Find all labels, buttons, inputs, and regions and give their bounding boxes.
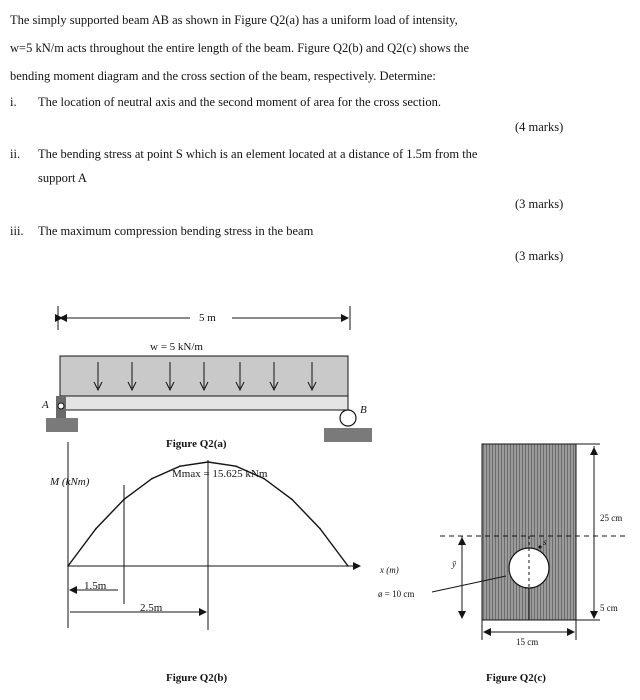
part-ii-numeral: ii. xyxy=(10,147,21,161)
figure-b-caption: Figure Q2(b) xyxy=(166,672,228,684)
part-i-text: The location of neutral axis and the second moment of area for the cross section. xyxy=(38,95,441,109)
moment-point xyxy=(67,565,69,567)
question-intro-line-3: bending moment diagram and the cross section of the beam, respectively. Determine: xyxy=(10,69,436,83)
x-axis-label: x (m) xyxy=(380,565,399,575)
width-label: 15 cm xyxy=(516,637,539,647)
dim-1-5m-label: 1.5m xyxy=(84,580,107,592)
span-label: 5 m xyxy=(196,310,219,326)
figure-c xyxy=(432,444,628,640)
load-label: w = 5 kN/m xyxy=(150,341,203,353)
question-intro-line-1: The simply supported beam AB as shown in Figure Q2(a) has a uniform load of intensity, xyxy=(10,13,458,27)
bottom-offset-label: 5 cm xyxy=(600,603,618,613)
figure-c-caption: Figure Q2(c) xyxy=(486,672,546,684)
diameter-label: ø = 10 cm xyxy=(378,589,415,599)
figure-a-caption: Figure Q2(a) xyxy=(166,438,227,450)
support-b-label: B xyxy=(360,404,367,416)
part-i-marks: (4 marks) xyxy=(515,120,564,134)
part-ii-marks: (3 marks) xyxy=(515,197,564,211)
height-label: 25 cm xyxy=(600,513,623,523)
part-i-numeral: i. xyxy=(10,95,17,109)
moment-point xyxy=(95,528,97,530)
question-intro-line-2: w=5 kN/m acts throughout the entire length of the beam. Figure Q2(b) and Q2(c) shows the xyxy=(10,41,470,55)
dim-2-5m-label: 2.5m xyxy=(140,602,163,614)
mmax-label: Mmax = 15.625 kNm xyxy=(172,468,268,480)
figure-a xyxy=(46,306,372,442)
support-a-ground xyxy=(46,418,78,432)
support-a-pin xyxy=(58,403,64,409)
moment-point xyxy=(151,478,153,480)
part-iii-marks: (3 marks) xyxy=(515,249,564,263)
part-ii-text-line-1: The bending stress at point S which is an element located at a distance of 1.5m from the xyxy=(38,147,478,161)
beam-ab xyxy=(60,396,348,410)
centroid-label: ȳ xyxy=(452,559,456,569)
support-b-ground xyxy=(324,428,372,442)
moment-point xyxy=(291,499,293,501)
moment-point xyxy=(319,528,321,530)
point-s xyxy=(538,545,541,548)
support-a-label: A xyxy=(42,399,49,411)
support-b-roller xyxy=(340,410,356,426)
moment-point xyxy=(347,565,349,567)
part-ii-text-line-2: support A xyxy=(38,171,87,185)
part-iii-text: The maximum compression bending stress in the beam xyxy=(38,224,314,238)
moment-axis-label: M (kNm) xyxy=(50,476,90,488)
part-iii-numeral: iii. xyxy=(10,224,24,238)
point-s-label: s xyxy=(543,537,547,547)
